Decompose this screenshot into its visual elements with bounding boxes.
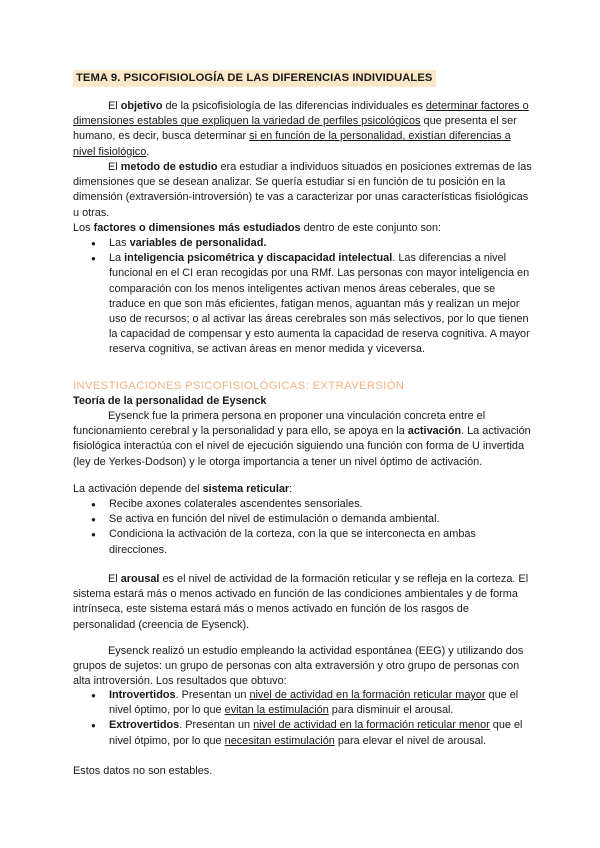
text: . Presentan un (175, 689, 250, 701)
list-item: ● Recibe axones colaterales ascendentes sensoriales. (73, 497, 533, 512)
eysenck-paragraph (73, 409, 533, 470)
bold-term-sistema-reticular: sistema reticular (202, 483, 290, 495)
text: que presenta el ser humano, es decir, busca determinar (73, 115, 517, 143)
bold-term: Introvertidos (109, 689, 176, 701)
text: era estudiar a individuos situados en posiciones extremas de las dimensiones que se desean analizar. Se quería estudiar si en función de tu posición en la dimensión (extraversión-introversión) te vas a caracterizar por unas características fisiológicas u otras. (73, 161, 532, 219)
objective-paragraph (73, 99, 533, 160)
results-list (73, 688, 533, 749)
bold-term-activacion: activación (407, 425, 462, 438)
underlined-text: si en función de la personalidad, existían diferencias a nivel fisiológico (73, 130, 511, 158)
text: Los (73, 222, 94, 234)
bold-term: inteligencia psicométrica y discapacidad intelectual (124, 252, 393, 265)
section-heading: INVESTIGACIONES PSICOFISIOLÓGICAS: EXTRAVERSIÓN (73, 380, 405, 392)
list-item: ● Se activa en función del nivel de estimulación o demanda ambiental. (73, 512, 533, 527)
underlined-text: nivel de actividad en la formación reticular menor (253, 719, 490, 732)
text: Las (109, 237, 130, 249)
text: Eysenck fue la primera persona en proponer una vinculación concreta entre el funcionamiento cerebral y la personalidad y para ello, se apoya en la (73, 410, 486, 438)
text: La activación depende del (73, 483, 203, 495)
list-item: ● Condiciona la activación de la corteza, con la que se interconecta en ambas direcciones. (73, 527, 533, 557)
bold-term: Extrovertidos (109, 719, 180, 732)
text: La (109, 252, 125, 265)
text: El (108, 100, 121, 112)
text: . Las diferencias a nivel funcional en el CI eran recogidas por una RMf. Las personas con mayor inteligencia en comparación con los menos inteligentes activan menos áreas ceberales, que se traduce en que son más eficientes, fatigan menos, aguantan más y realizan un mejor uso de recursos; o al activar las áreas cerebrales son más selectivos, por lo que tienen la capacidad de compensar y esto aumenta la capacidad de reserva cognitiva. A mayor reserva cognitiva, se activan áreas en menor medida y viceversa. (109, 252, 530, 356)
document-title: TEMA 9. PSICOFISIOLOGÍA DE LAS DIFERENCIAS INDIVIDUALES (73, 70, 436, 87)
list-item (73, 251, 533, 357)
factors-paragraph (73, 221, 533, 236)
text: de la psicofisiología de las diferencias individuales es (162, 100, 426, 112)
text: . La activación fisiológica interactúa con el nivel de ejecución siguiendo una función con forma de U invertida (ley de Yerkes-Dodson) y le otorga importancia a tener un nivel óptimo de activación. (73, 425, 531, 468)
study-paragraph (73, 644, 533, 690)
method-paragraph (73, 160, 533, 221)
text: para disminuir el arousal. (328, 704, 454, 717)
underlined-text: determinar factores o dimensiones estables que expliquen la variedad de perfiles psicológicos (73, 100, 529, 128)
section-subheading: Teoría de la personalidad de Eysenck (73, 395, 267, 407)
text: : (289, 483, 293, 495)
text: El (108, 161, 121, 173)
factors-list (73, 236, 533, 358)
bold-term: variables de personalidad. (129, 237, 267, 249)
list-item-introvertidos (73, 688, 533, 718)
bold-term-objetivo: objetivo (120, 100, 163, 112)
text: para elevar el nivel de arousal. (334, 734, 487, 747)
reticular-paragraph (73, 482, 533, 497)
text: es el nivel de actividad de la formación reticular y se refleja en la corteza. El sistema estará más o menos activado en función de las condiciones ambientales y de forma intrínseca, este sistema estará más o menos activado en función de los rasgos de personalidad (creencia de Eysenck). (73, 573, 529, 631)
underlined-text: evitan la estimulación (224, 704, 329, 717)
bold-term-factors: factores o dimensiones más estudiados (93, 222, 301, 234)
list-item-extrovertidos (73, 718, 533, 748)
text: dentro de este conjunto son: (300, 222, 442, 234)
text: . (146, 145, 150, 158)
text: que el nivel óptimo, por lo que (109, 689, 519, 717)
text: El (108, 573, 121, 585)
text: . Presentan un (179, 719, 254, 732)
reticular-list (73, 497, 533, 558)
closing-line: Estos datos no son estables. (73, 765, 213, 777)
underlined-text: nivel de actividad en la formación reticular mayor (249, 689, 486, 701)
text: que el nivel ótpimo, por lo que (109, 719, 523, 747)
list-item (73, 236, 533, 251)
bold-term-arousal: arousal (120, 573, 160, 585)
underlined-text: necesitan estimulación (224, 734, 335, 747)
text: Eysenck realizó un estudio empleando la actividad espontánea (EEG) y utilizando dos grupos de sujetos: un grupo de personas con alta extraversión y otro grupo de personas con alta introversión. Los resultados que obtuvo: (73, 645, 524, 688)
arousal-paragraph (73, 572, 533, 633)
bold-term-method: metodo de estudio (120, 161, 218, 173)
